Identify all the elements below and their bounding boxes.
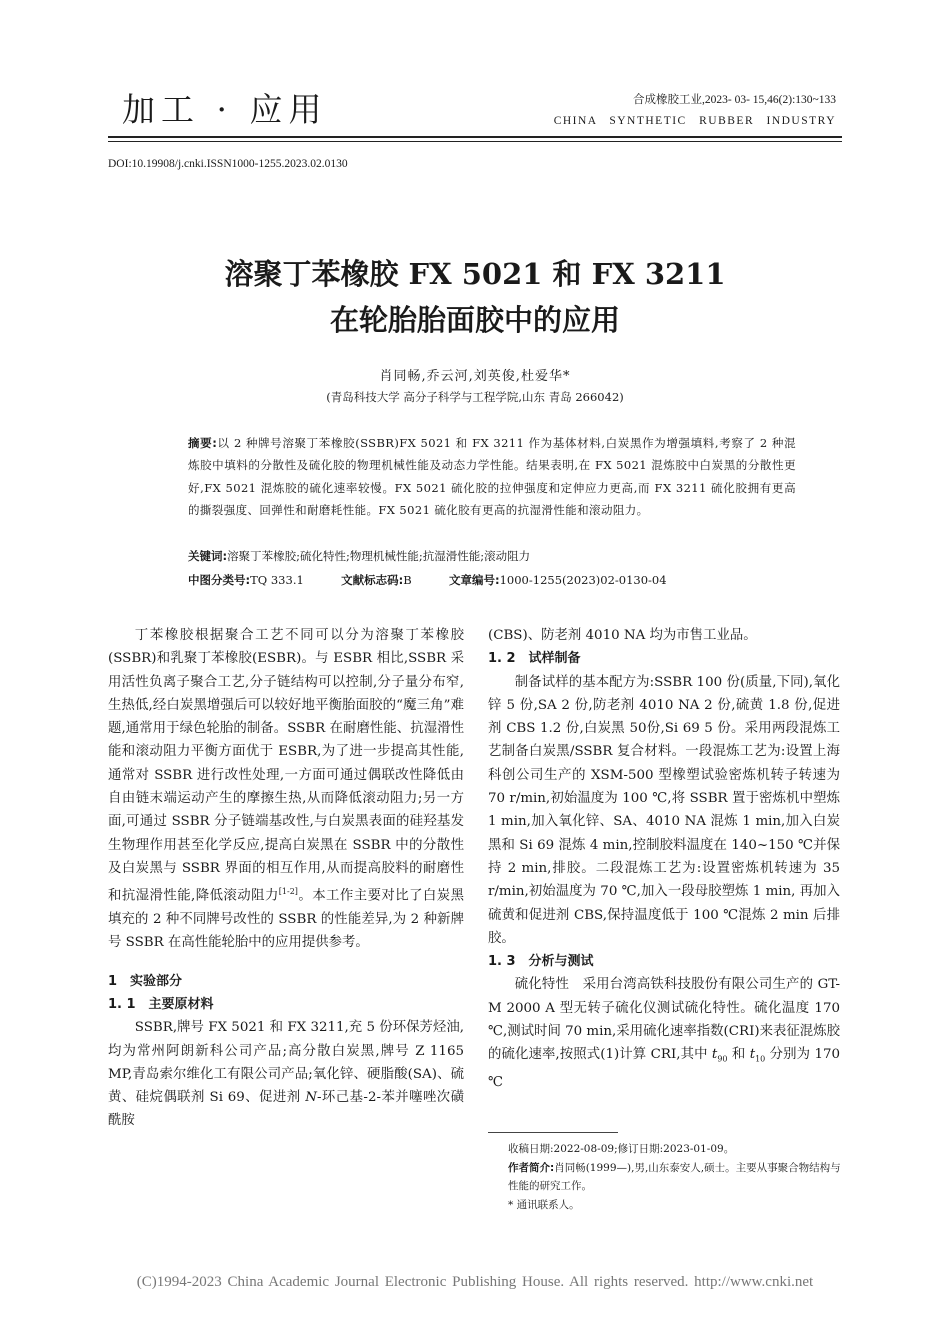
header-rule-thin xyxy=(108,141,842,142)
cure-label: 硫化特性 xyxy=(514,977,570,993)
section-heading-1-1: 1. 1 主要原材料 xyxy=(108,996,214,1012)
journal-citation: 合成橡胶工业,2023- 03- 15,46(2):130~133 xyxy=(633,94,836,106)
received-date: 收稿日期:2022-08-09;修订日期:2023-01-09。 xyxy=(508,1143,735,1155)
footnote-rule xyxy=(488,1132,618,1133)
abstract xyxy=(188,432,796,521)
article-no-value: 1000-1255(2023)02-0130-04 xyxy=(499,573,667,587)
author-bio: 作者简介:肖同畅(1999—),男,山东泰安人,硕士。主要从事聚合物结构与性能的研究工作。 xyxy=(508,1161,841,1192)
journal-name-en: CHINA SYNTHETIC RUBBER INDUSTRY xyxy=(553,115,836,127)
section-heading-1-2: 1. 2 试样制备 xyxy=(488,651,581,667)
abstract-label: 摘要: xyxy=(188,436,218,450)
testing-paragraph: 硫化特性 采用台湾高铁科技股份有限公司生产的 GT-M 2000 A 型无转子硫化仪测试硫化特性。硫化温度 170 ℃,测试时间 70 min,采用硫化速率指数(CRI)来表征混炼胶的硫化速率,按照式(1)计算 CRI,其中 $t_{90}$ 和 $t_{10}$ 分别为 170 ℃ xyxy=(488,977,840,1091)
footnotes xyxy=(508,1140,848,1214)
affiliation: (青岛科技大学 高分子科学与工程学院,山东 青岛 266042) xyxy=(326,390,624,404)
column-left xyxy=(108,624,464,1133)
doc-code-value: B xyxy=(403,573,412,587)
copyright-footer: (C)1994-2023 China Academic Journal Electronic Publishing House. All rights reserved. http://www.cnki.net xyxy=(136,1274,814,1290)
article-title-line1: 溶聚丁苯橡胶 FX 5021 和 FX 3211 xyxy=(224,257,726,291)
clc-label: 中图分类号: xyxy=(188,573,251,587)
section-heading-1-3: 1. 3 分析与测试 xyxy=(488,954,594,970)
materials-paragraph-cont: (CBS)、防老剂 4010 NA 均为市售工业品。 xyxy=(488,628,757,643)
article-title-line2: 在轮胎胎面胶中的应用 xyxy=(329,303,620,337)
header-rule xyxy=(108,136,842,138)
section-title: 加工 · 应用 xyxy=(122,90,328,129)
abstract-text: 以 2 种牌号溶聚丁苯橡胶(SSBR)FX 5021 和 FX 3211 作为基体材料,白炭黑作为增强填料,考察了 2 种混炼胶中填料的分散性及硫化胶的物理机械性能及动态力学性能。结果表明,在 FX 5021 混炼胶中白炭黑的分散性更好,FX 5021 混炼胶的硫化速率较慢。FX 5021 硫化胶的拉伸强度和定伸应力更高,而 FX 3211 硫化胶拥有更高的撕裂强度、回弹性和耐磨耗性能。FX 5021 硫化胶有更高的抗湿滑性能和滚动阻力。 xyxy=(188,436,796,517)
preparation-paragraph: 制备试样的基本配方为:SSBR 100 份(质量,下同),氧化锌 5 份,SA 2 份,防老剂 4010 NA 2 份,硫黄 1.8 份,促进剂 CBS 1.2 份,白炭黑 50份,Si 69 5 份。采用两段混炼工艺制备白炭黑/SSBR 复合材料。一段混炼工艺为:设置上海科创公司生产的 XSM-500 型橡塑试验密炼机转子转速为 70 r/min,初始温度为 100 ℃,将 SSBR 置于密炼机中塑炼 1 min,加入氧化锌、SA、4010 NA 混炼 1 min,加入白炭黑和 Si 69 混炼 4 min,控制胶料温度在 140~150 ℃并保持 2 min,排胶。二段混炼工艺为:设置密炼机转速为 35 r/min,初始温度为 70 ℃,加入一段母胶塑炼 1 min, 再加入硫黄和促进剂 CBS,保持温度低于 100 ℃混炼 2 min 后排胶。 xyxy=(488,674,840,946)
keywords-text: 溶聚丁苯橡胶;硫化特性;物理机械性能;抗湿滑性能;滚动阻力 xyxy=(227,549,531,563)
article-no-label: 文章编号: xyxy=(448,573,500,587)
doc-code-label: 文献标志码: xyxy=(341,573,404,587)
journal-info xyxy=(554,90,836,132)
classification-line xyxy=(188,570,667,590)
materials-paragraph: SSBR,牌号 FX 5021 和 FX 3211,充 5 份环保芳烃油,均为常州阿朗新科公司产品;高分散白炭黑,牌号 Z 1165 MP,青岛索尔维化工有限公司产品;氧化锌、硬脂酸(SA)、硫黄、硅烷偶联剂 Si 69、促进剂 N-环己基-2-苯并噻唑次磺酰胺 xyxy=(108,1020,465,1129)
corresponding-note: * 通讯联系人。 xyxy=(508,1198,580,1211)
intro-paragraph: 丁苯橡胶根据聚合工艺不同可以分为溶聚丁苯橡胶(SSBR)和乳聚丁苯橡胶(ESBR)。与 ESBR 相比,SSBR 采用活性负离子聚合工艺,分子链结构可以控制,分子量分布窄,生热低,经白炭黑增强后可以较好地平衡胎面胶的“魔三角”难题,通常用于绿色轮胎的制备。SSBR 在耐磨性能、抗湿滑性能和滚动阻力平衡方面优于 ESBR,为了进一步提高其性能,通常对 SSBR 进行改性处理,一方面可通过偶联改性降低由自由链末端运动产生的摩擦生热,从而降低滚动阻力;另一方面,可通过 SSBR 分子链端基改性,与白炭黑表面的硅羟基发生物理作用甚至化学反应,提高白炭黑在 SSBR 中的分散性及白炭黑与 SSBR 界面的相互作用,从而提高胶料的耐磨性和抗湿滑性能,降低滚动阻力[1-2]。本工作主要对比了白炭黑填充的 2 种不同牌号改性的 SSBR 的性能差异,为 2 种新牌号 SSBR 在高性能轮胎中的应用提供参考。 xyxy=(108,628,465,951)
clc-value: TQ 333.1 xyxy=(250,573,304,587)
column-right xyxy=(488,624,840,1095)
doi[interactable]: DOI:10.19908/j.cnki.ISSN1000-1255.2023.02.0130 xyxy=(108,158,348,170)
authors: 肖同畅,乔云河,刘英俊,杜爱华* xyxy=(379,369,571,384)
section-heading-1: 1 实验部分 xyxy=(108,973,183,989)
keywords xyxy=(188,546,530,566)
keywords-label: 关键词: xyxy=(188,549,228,563)
citation-ref[interactable]: [1-2] xyxy=(278,887,298,897)
